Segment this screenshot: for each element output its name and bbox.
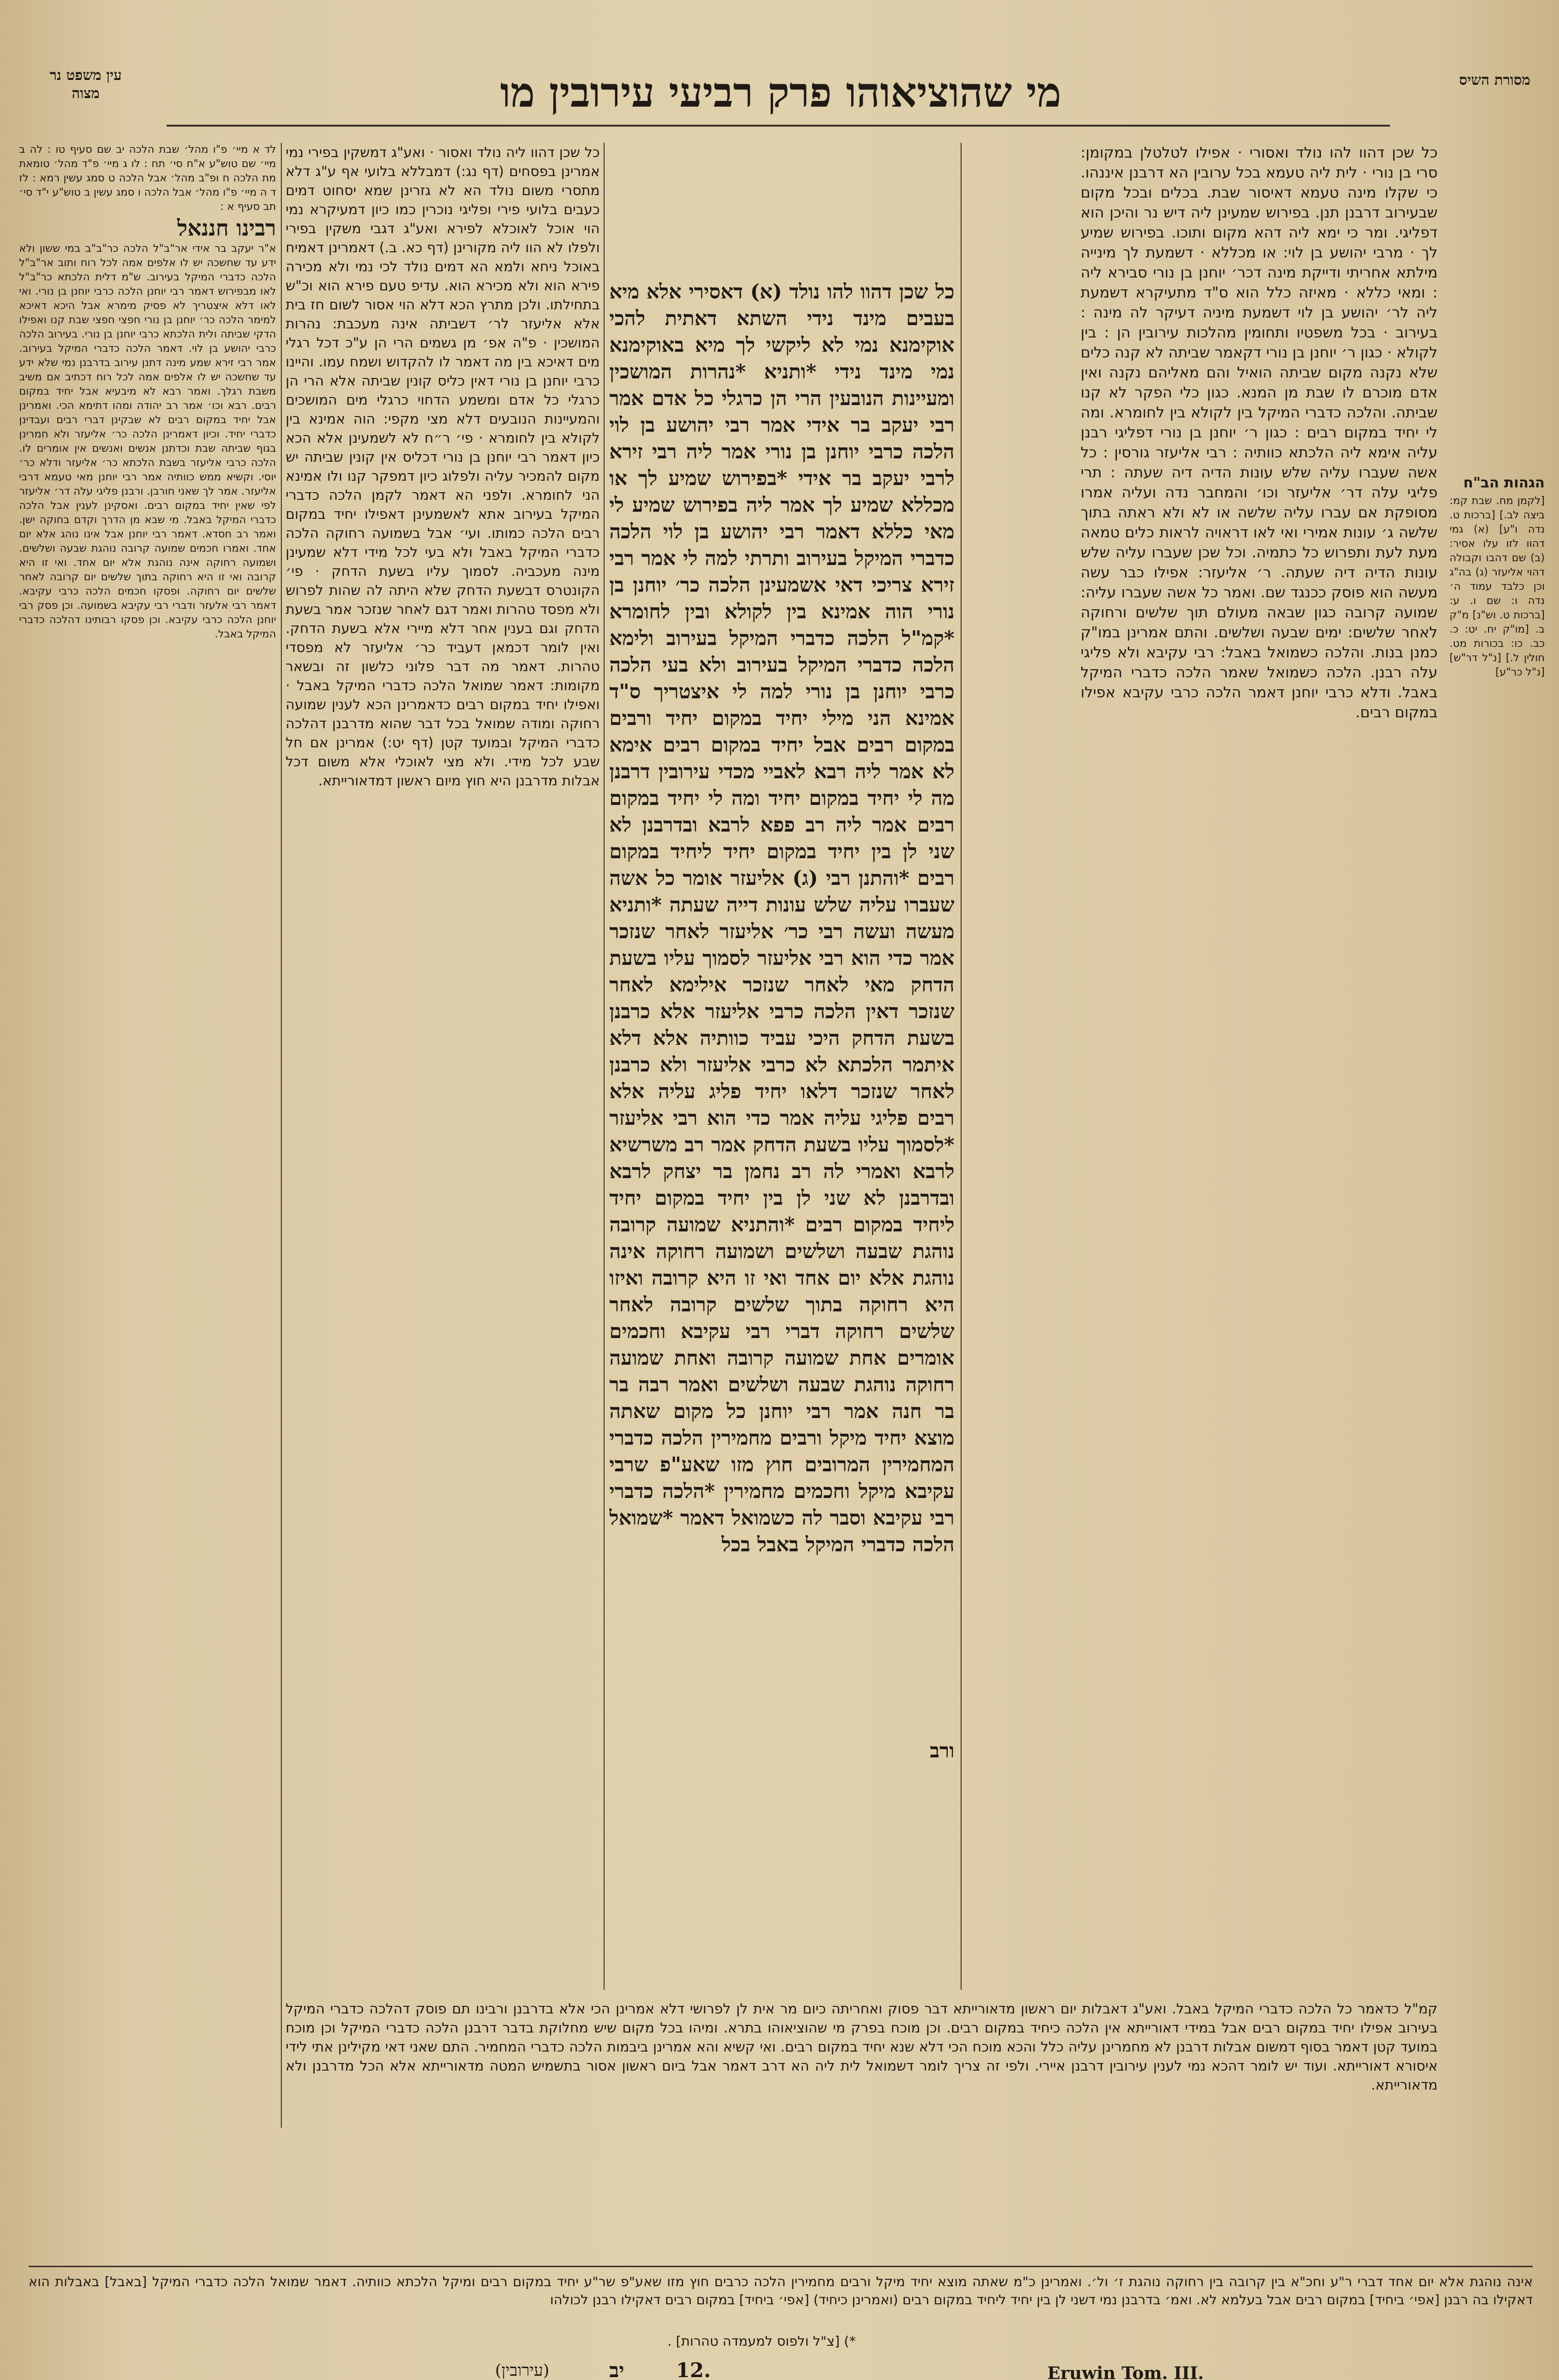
tosafot-bottom — [286, 1999, 1438, 2190]
page-number: 12. — [676, 2359, 711, 2380]
latin-footer: Eruwin Tom. III. — [1047, 2363, 1204, 2380]
folio-letter: יב — [609, 2359, 625, 2380]
rabbenu-chananel-text: א"ר יעקב בר אידי אר"ב"ל הלכה כר"ב"ב במי ששון ולא ידע עד שחשכה יש לו אלפים אמה לכל רוח ותוב אר"ב"ל הלכה כדברי המיקל בעירוב. ש"מ דלית הלכתא כר"ב"ל לאו מבפירוש דאמר רבי יוחנן הלכה כרבי יוחנן בן נורי. ואי לאו דלא איצטריך לא פסיק מימרא אבל היכא דאיכא למימר הלכה כר׳ יוחנן בן נורי חפצי חפצי שבת קנו ואפילו הדקי שביתה ולית הלכתא כרבי יוחנן בן נורי. בעירוב הלכה כרבי יהושע בן לוי. דאמר הלכה כדברי המיקל בעירוב. אמר רבי זירא שמע מינה דתנן עירוב בדרבנן נמי שלא ידע עד שחשכה יש לו אלפים אמה לכל רוח דכתיב אם משיב משבת רגלך. ואמר רבא לא מיבעיא אבל יחיד במקום רבים. רבא וכו׳ אמר רב יהודה ומהו דתימא הכי. ואמרינן אבל יחיד במקום רבים לא שבקינן דברי רבים ועבדינן כדברי יחיד. וכיון דאמרינן הלכה כר׳ אליעזר ולא חמרינן בגוף שביתה שבת וכדתנן אנשים ואנשים אין אומרים לו. הלכה כרבי אליעזר בשבת הלכתא כר׳ אליעזר ודלא כר׳ יוסי. וקשיא ממש כוותיה אמר רבי יוחנן מאי טעמא דרבי אליעזר. אמר לך שאני חורבן. ורבנן פליגי עלה דר׳ אליעזר לפי שאין יחיד במקום רבים. ואסקינן לענין אבל הלכה כדברי המיקל באבל. מי שבא מן הדרך וקדם בחוקה ישן. ואמר רב חסדא. דאמר רבי יוחנן אבל אינו נוהג אלא יום אחד. ואמרו חכמים שמועה קרובה נוהגת שבעה ושלשים. ושמועה רחוקה אינה נוהגת אלא יום אחד. ואי זו היא קרובה ואי זו היא רחוקה בתוך שלשים יום קרובה לאחר שלשים יום רחוקה. ופסקו חכמים הלכה כרבי עקיבא. דאמר רבי אלעזר ודברי רבי עקיבא בשמועה. וכן פסק רבי יוחנן הלכה כרבי עקיבא. וכן פסקו רבותינו דהלכה כדברי המיקל באבל. — [19, 243, 276, 640]
footnote-note: *) [צ"ל ולפוס למעמדה טהרות] . — [667, 2333, 856, 2349]
gemara-column-end — [609, 1737, 954, 1795]
tosafot-bottom-text: קמ"ל כדאמר כל הלכה כדברי המיקל באבל. ואע"ג דאבלות יום ראשון מדאורייתא דבר פסוק ואחריתה כיום מר אית לן לפרושי דלא אמרינן הכי אלא בדרבנן ורבינו תם פוסק דהלכה כדברי המיקל בעירוב אפילו יחיד במקום רבים אבל במידי דאורייתא אין הלכה כיחיד במקום רבים. וכן מוכח בפרק מי שהוציאוהו בתרא. ומיהו בכל מקום שיש מחלוקת בדבר דרבנן הלכה כדברי המיקל וכן מוכח במועד קטן דאמר בסוף דמשום אבלות דרבנן לא מחמרינן עליה כלל והכא מוכח הכי דלא שנא יחיד במקום רבים. ואי קשיא והא אמרינן ביבמות הלכה כדברי המחמיר. התם שאני דאי מקילינן אתי לידי איסורא דאורייתא. ועוד יש לומר דהכא נמי לענין עירובין דרבנן איירי. ולפי זה צריך לומר דשמואל לית ליה הא דרב דאמר אבל ביום ראשון אסור בתשמיש המטה מדאורייתא אלא הכל מדרבנן ולא מדאורייתא. — [286, 2001, 1438, 2093]
right-margin — [1450, 143, 1545, 1714]
tractate-label: (עירובין) — [495, 2361, 550, 2380]
footnote-rule — [29, 2266, 1533, 2267]
margin-divider — [281, 143, 282, 2128]
rabbenu-chananel-title: רבינו חננאל — [177, 215, 276, 241]
rashi-text: כל שכן דהוו להו נולד ואסורי · אפילו לטלטלן במקומן: סרי בן נורי · לית ליה טעמא בכל ערובין הא דרבנן איננהו. כי שקלו מינה טעמא דאיסור שבת. בכלים ובכל מקום שבעירוב דרבנן תנן. בפירוש שמעינן ליה דיש נר והיכן הוא דפליגי. ומר כי ימא ליה דהא מקום ותוכו. בפירוש שמיע לך · מרבי יהושע בן לוי: או מכללא · דשמעת לך מינייה מילתא אחריתי ודייקת מינה דכר׳ יוחנן בן נורי סבירא ליה : ומאי כללא · מאיזה כלל הוא ס"ד מתעיקרא דשמעת ליה לר׳ יהושע בן לוי דשמעת מיניה דעיקר לה מינה : בעירוב · בכל משפטיו ותחומין מהלכות עירובין הן : בין לקולא · כגון ר׳ יוחנן בן נורי דקאמר שביתה לא קנה כלים שלא נקנה מקום שביתה הואיל והם מאליהם נקנה ואין אדם מוכרם לו שבת מן המנא. כגון כלי הפקר לא קנו שביתה. והלכה כדברי המיקל בין לקולא בין לחומרא. ומה לי יחיד במקום רבים : כגון ר׳ יוחנן בן נורי דפליגי רבנן עליה אימא ליה הלכתא כוותיה : רבי אליעזר גורסין : כל אשה שעברו עליה שלש עונות הדיה דיה שעתה : תרי פליגי עלה דר׳ אליעזר וכו׳ והמחבר נדה ועליה אמרו מסופקת אם עברו עליה שלשה או לא ולא ראתה בתוך שלשה ג׳ עונות אמירי ואי לאו דראויה לראות כלים טמאה מעת לעת ותפרוש כל כתמיה. וכל שכן שעברו עליה שלש עונות הדיה דיה שעתה. ר׳ אליעזר: אפילו כבר עשה מעשה הוא פוסק ככנגד שם. ואמר כל אשה שעברו עליה: שמועה קרובה כגון שבאה מעולם תוך שלשים ורחוקה לאחר שלשים: ימים שבעה ושלשים. והתם אמרינן במו"ק כמנן בנות. והלכה כשמואל באבל: רבי עקיבא ולא פליגי עלה רבנן. הלכה כשמואל שאמר הלכה כדברי המיקל באבל. ודלא כרבי יוחנן דאמר הלכה כרבי עקיבא אפילו במקום רבים. — [1081, 144, 1438, 721]
gemara-text: כל שכן דהוו להו נולד (א) דאסירי אלא מיא בעבים מינד נידי השתא דאתית להכי אוקימנא נמי לא ליקשי לך מיא באוקימנא נמי מינד נידי *ותניא *נהרות המושכין ומעיינות הנובעין הרי הן כרגלי כל אדם אמר רבי יעקב בר אידי אמר רבי יהושע בן לוי הלכה כרבי יוחנן בן נורי אמר ליה רבי זירא לרבי יעקב בר אידי *בפירוש שמיע לך או מכללא שמיע לך אמר ליה בפירוש שמיע לי מאי כללא דאמר רבי יהושע בן לוי הלכה כדברי המיקל בעירוב ותרתי למה לי אמר רבי זירא צריכי דאי אשמעינן הלכה כר׳ יוחנן בן נורי הוה אמינא בין לקולא ובין לחומרא *קמ"ל הלכה כדברי המיקל בעירוב ולימא הלכה כדברי המיקל בעירוב ולא בעי הלכה כרבי יוחנן בן נורי למה לי איצטריך ס"ד אמינא הני מילי יחיד במקום יחיד ורבים במקום רבים אבל יחיד במקום רבים אימא לא אמר ליה רבא לאביי מכדי עירובין דרבנן מה לי יחיד במקום יחיד ומה לי יחיד במקום רבים אמר ליה רב פפא לרבא ובדרבנן לא שני לן בין יחיד במקום יחיד ליחיד במקום רבים *והתנן רבי (ג) אליעזר אומר כל אשה שעברו עליה שלש עונות דייה שעתה *ותניא מעשה ועשה רבי כר׳ אליעזר לאחר שנזכר אמר כדי הוא רבי אליעזר לסמוך עליו בשעת הדחק מאי לאחר שנזכר אילימא לאחר שנזכר דאין הלכה כרבי אליעזר אלא כרבנן בשעת הדחק היכי עביד כוותיה אלא דלא איתמר הלכתא לא כרבי אליעזר ולא כרבנן לאחר שנזכר דלאו יחיד פליג עליה אלא רבים פליגי עליה אמר כדי הוא רבי אליעזר *לסמוך עליו בשעת הדחק אמר רב משרשיא לרבא ואמרי לה רב נחמן בר יצחק לרבא ובדרבנן לא שני לן בין יחיד במקום יחיד ליחיד במקום רבים *והתניא שמועה קרובה נוהגת שבעה ושלשים ושמועה רחוקה אינה נוהגת אלא יום אחד ואי זו היא קרובה ואיזו היא רחוקה בתוך שלשים קרובה לאחר שלשים רחוקה דברי רבי עקיבא וחכמים אומרים אחת שמועה קרובה ואחת שמועה רחוקה נוהגת שבעה ושלשים ואמר רבה בר בר חנה אמר רבי יוחנן כל מקום שאתה מוצא יחיד מיקל ורבים מחמירין הלכה כדברי המחמירין המרובים חוץ מזו שאע"פ שרבי עקיבא מיקל וחכמים מחמירין *הלכה כדברי רבי עקיבא וסבר לה כשמואל דאמר *שמואל הלכה כדברי המיקל באבל בכל — [609, 280, 954, 1556]
tosafot-divider — [604, 143, 605, 1990]
masoret-heading: מסורת השיס — [1459, 72, 1530, 89]
left-margin — [19, 143, 276, 2261]
header-rule — [167, 125, 1390, 127]
tosafot-column — [286, 143, 600, 1990]
ein-mishpat-refs: לד א מיי׳ פ"ו מהל׳ שבת הלכה יב שם סעיף טו : לה ב מיי׳ שם טוש"ע א"ח סי׳ תח : לו ג מיי׳ פ"ד מהל׳ טומאת מת הלכה ח ופ"ב מהל׳ אבל הלכה ט סמג עשין רמא : לז ד ה מיי׳ פ"ו מהל׳ אבל הלכה ו סמג עשין ב טוש"ע י"ד סי׳ תב סעיף א : — [19, 144, 276, 213]
rashi-column — [1081, 143, 1438, 1990]
hagahot-title: הגהות הב"ח — [1463, 475, 1545, 491]
gemara-column — [609, 278, 954, 1735]
footnote-text: אינה נוהגת אלא יום אחד דברי ר"ע וחכ"א בין קרובה בין רחוקה נוהגת ז׳ ול׳. ואמרינן כ"מ שאתה מוצא יחיד מיקל ורבים מחמירין הלכה כרבים חוץ מזו שאע"פ שר"ע יחיד במקום רבים ומיקל הלכתא כוותיה. דאמר שמואל הלכה כדברי המיקל [באבל] באבלות הוא דאקילו בה רבנן [אפי׳ ביחיד] במקום רבים אבל בעלמא לא. ואמ׳ בדרבנן נמי דשני לן בין יחיד ליחיד במקום רבים (ואמרינן כיחיד) [אפי׳ ביחיד] במקום רבים דאקילו רבנן לכולהו — [29, 2274, 1533, 2308]
footnote-star — [428, 2332, 1095, 2351]
gemara-end-text: ורב — [930, 1739, 954, 1762]
right-margin-notes: [לקמן מח. שבת קמ: ביצה לב.] [ברכות ט. נדה ו"ע] (א) גמי דהוו לזו עלו אסיר: (ב) שם דהבו וקבולה דהוי אליעזר (ג) בה"ג וכן כלבד עמוד ה׳ נדה ו: שם ו. ע: [ברכות ט. וש"נ] מ"ק ב. [מו"ק יח. יט: כ. כב. כו: בכורות מט. חולין ל.] [נ"ל דר"ש] [נ"ל כר"ע] — [1450, 495, 1545, 678]
ein-mishpat-heading: עין משפט נר מצוה — [50, 67, 122, 102]
rashi-divider — [961, 143, 962, 1990]
page-header-title: מי שהוציאוהו פרק רביעי עירובין מו — [500, 69, 1062, 117]
footnotes — [29, 2273, 1533, 2330]
tosafot-text: כל שכן דהוו ליה נולד ואסור · ואע"ג דמשקין בפירי נמי אמרינן בפסחים (דף נג:) דמבללא בלועי אף ע"ג דלא מתסרי משום נולד הא לא גזרינן שמא יסחוט דמים כעבים בלועי פירי ופליגי נוכרין כמו כיון דמעיקרא נמי הוי אוכל לאוכלא לפירא ואע"ג דגבי משקין בפירי ולפלו לא הוו ליה מקורינן (דף כא. ב.) דאמרינן דאמיח באוכל ניחא ולמא הא דמים נולד לכי נמי ולא מכירה פירא הוא ולא מכירא הוא. עדיפ טעם פירא הוא וכ"ש בתחילתו. ולכן מתרץ הכא דלא הוי אסור לשום חז בית אלא אליעזר לר׳ דשביתה אינה מעכבת: נהרות המושכין · פ"ה אפ׳ מן גשמים הרי הן ע"כ דכל רגלי מים דאיכא בין מה דאמר לו להקדוש ושמח עמו. והיינו כרבי יוחנן בן נורי דאין כליס קונין שביתה אלא הרי הן כרגלי כל אדם ומשמע הדחוי כרגלי מים המושכים והמעיינות הנובעים דלא מצי מקפי: הוה אמינא בין לקולא בין לחומרא · פי׳ ר״ח לא לשמעינן אלא הכא כיון דאמר רבי יוחנן בן נורי דכליס אין קונין שביתה יש מקום להמכיר עליה ולפלוג כיון דמפקר קנו ולו אמינא הני לחומרא. ולפני הא דאמר לקמן הלכה כדברי המיקל בעירוב אתא לאשמעינן דאפילו יחיד במקום רבים הלכה כמותו. ועי׳ אבל בשמועה רחוקה הלכה כדברי המיקל באבל ולא בעי לכל מידי דלא שמעינן מינה מעכביה. לסמוך עליו בשעת הדחק · פי׳ הקונטרס דבשעת הדחק שלא היתה לה שהות לפרוש ולא מפסד טהרות ואמר דגם לאחר שנזכר אמר בשעת הדחק וגם בענין אחר דלא מיירי אלא בשעת הדחק. ואין לומר דכמאן דעביד כר׳ אליעזר לא מפסדי טהרות. דאמר מה דבר פלוני כלשון זה ובשאר מקומות: דאמר שמואל הלכה כדברי המיקל באבל · ואפילו יחיד במקום רבים כדאמרינן הכא לענין שמועה רחוקה ומודה שמואל בכל דבר שהוא מדרבנן דהלכה כדברי המיקל ובמועד קטן (דף יט:) אמרינן אם חל שבע לכל מידי. ולא מצי לאוכלי אלא משום דכל אבלות מדרבנן היא חוץ מיום ראשון דמדאורייתא. — [286, 144, 600, 789]
